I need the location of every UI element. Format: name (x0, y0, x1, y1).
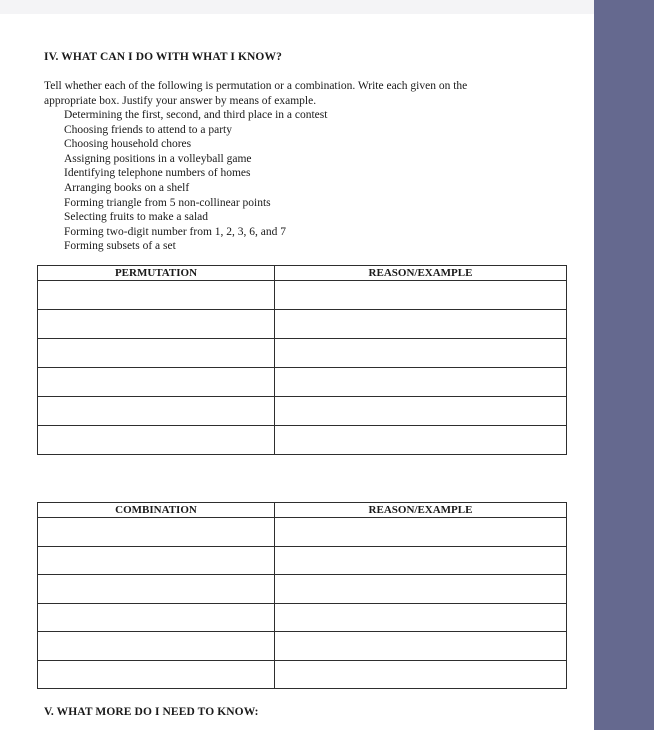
list-item: Choosing friends to attend to a party (64, 123, 232, 136)
answer-cell[interactable] (38, 310, 275, 339)
answer-cell[interactable] (38, 397, 275, 426)
answer-cell[interactable] (38, 339, 275, 368)
combination-table (37, 502, 567, 689)
answer-cell[interactable] (38, 368, 275, 397)
instructions-line-2: appropriate box. Justify your answer by means of example. (44, 94, 317, 107)
combination-header: COMBINATION (38, 503, 275, 518)
list-item: Forming subsets of a set (64, 240, 176, 253)
list-item: Identifying telephone numbers of homes (64, 167, 251, 180)
table-row (38, 518, 567, 547)
answer-cell[interactable] (38, 426, 275, 455)
answer-cell[interactable] (38, 632, 275, 661)
table-row (38, 632, 567, 661)
list-item: Determining the first, second, and third place in a contest (64, 109, 328, 121)
reason-cell[interactable] (275, 575, 567, 604)
reason-cell[interactable] (275, 368, 567, 397)
reason-example-header: REASON/EXAMPLE (275, 503, 567, 518)
answer-cell[interactable] (38, 660, 275, 689)
reason-cell[interactable] (275, 632, 567, 661)
reason-cell[interactable] (275, 339, 567, 368)
answer-cell[interactable] (38, 546, 275, 575)
answer-cell[interactable] (38, 518, 275, 547)
section-iv-title: IV. WHAT CAN I DO WITH WHAT I KNOW? (44, 51, 282, 63)
permutation-header: PERMUTATION (38, 266, 275, 281)
permutation-table (37, 265, 567, 455)
table-row (38, 281, 567, 310)
reason-example-header: REASON/EXAMPLE (275, 266, 567, 281)
reason-cell[interactable] (275, 310, 567, 339)
reason-cell[interactable] (275, 603, 567, 632)
table-header-row (38, 266, 567, 281)
table-row (38, 546, 567, 575)
list-item: Selecting fruits to make a salad (64, 211, 209, 224)
instructions (44, 79, 544, 108)
table-row (38, 339, 567, 368)
list-item: Choosing household chores (64, 138, 192, 151)
table-row (38, 368, 567, 397)
reason-cell[interactable] (275, 426, 567, 455)
answer-cell[interactable] (38, 281, 275, 310)
reason-cell[interactable] (275, 397, 567, 426)
reason-cell[interactable] (275, 518, 567, 547)
page-top-strip (0, 0, 594, 14)
table-row (38, 310, 567, 339)
reason-cell[interactable] (275, 546, 567, 575)
table-header-row (38, 503, 567, 518)
section-v-title: V. WHAT MORE DO I NEED TO KNOW: (44, 706, 259, 718)
reason-cell[interactable] (275, 281, 567, 310)
list-item: Assigning positions in a volleyball game (64, 152, 252, 165)
table-row (38, 603, 567, 632)
table-row (38, 426, 567, 455)
list-item: Forming triangle from 5 non-collinear points (64, 196, 271, 209)
instructions-line-1: Tell whether each of the following is permutation or a combination. Write each given on the (44, 80, 468, 92)
list-item: Arranging books on a shelf (64, 181, 190, 194)
answer-cell[interactable] (38, 603, 275, 632)
table-row (38, 575, 567, 604)
reason-cell[interactable] (275, 660, 567, 689)
list-item: Forming two-digit number from 1, 2, 3, 6, and 7 (64, 225, 286, 238)
table-row (38, 660, 567, 689)
item-list (64, 108, 327, 254)
table-row (38, 397, 567, 426)
answer-cell[interactable] (38, 575, 275, 604)
